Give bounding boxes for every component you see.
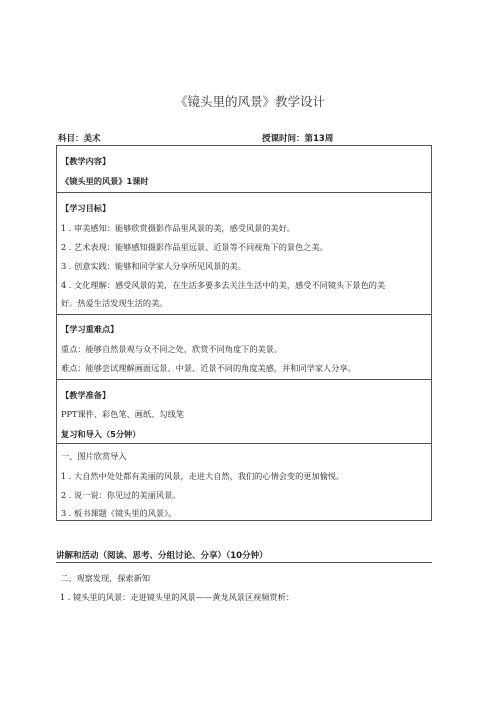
intro-item: 2 . 说一说：你见过的美丽风景。: [61, 490, 181, 500]
heading-learning-goals: 【学习目标】: [61, 203, 111, 213]
heading-review-intro: 复习和导入（5分钟）: [61, 429, 141, 439]
heading-activity: 讲解和活动（阅读、思考、分组讨论、分享）（10分钟）: [56, 551, 268, 561]
goal-item-continued: 好。热爱生活发现生活的美。: [61, 298, 168, 308]
lesson-period: 《镜头里的风景》1课时: [61, 176, 149, 186]
divider: [57, 443, 431, 444]
difficult-point: 难点：能够尝试理解画面远景、中景、近景不同的角度美感，并和同学家人分享。: [61, 363, 356, 373]
divider: [57, 314, 431, 315]
preparation-materials: PPT课件、彩色笔、画纸、勾线笔: [61, 409, 184, 419]
goal-item: 1 . 审美感知：能够欣赏摄影作品里风景的美，感受风景的美好。: [61, 223, 296, 233]
divider: [56, 562, 432, 563]
activity-item: 1 . 镜头里的风景：走进镜头里的风景——黄龙风景区视频赏析：: [60, 592, 295, 602]
lesson-content-box: [56, 145, 432, 521]
activity-step: 二、观察发现，探索新知: [60, 573, 151, 583]
divider: [57, 192, 431, 193]
divider: [57, 379, 431, 380]
intro-item: 1 . 大自然中处处都有美丽的风景，走进大自然，我们的心情会变的更加愉悦。: [61, 471, 345, 481]
page-title: 《镜头里的风景》教学设计: [174, 94, 325, 109]
heading-preparation: 【教学准备】: [61, 390, 111, 400]
class-time-label: 授课时间：第13周: [262, 134, 334, 144]
intro-step: 一、图片欣赏导入: [61, 451, 127, 461]
goal-item: 4 . 文化理解：感受风景的美，在生活多要多去关注生活中的美，感受不同镜头下景色的美: [61, 280, 386, 290]
key-point: 重点：能够自然景观与众不同之处，欣赏不同角度下的美景。: [61, 344, 283, 354]
goal-item: 2 . 艺术表现：能够感知摄影作品里远景、近景等不同视角下的景色之美。: [61, 242, 328, 252]
intro-item: 3 . 板书课题《镜头里的风景》。: [61, 508, 177, 518]
heading-teaching-content: 【教学内容】: [61, 156, 111, 166]
subject-label: 科目：美术: [58, 134, 101, 144]
heading-key-points: 【学习重难点】: [61, 324, 119, 334]
goal-item: 3 . 创意实践：能够和同学家人分享所见风景的美。: [61, 261, 246, 271]
